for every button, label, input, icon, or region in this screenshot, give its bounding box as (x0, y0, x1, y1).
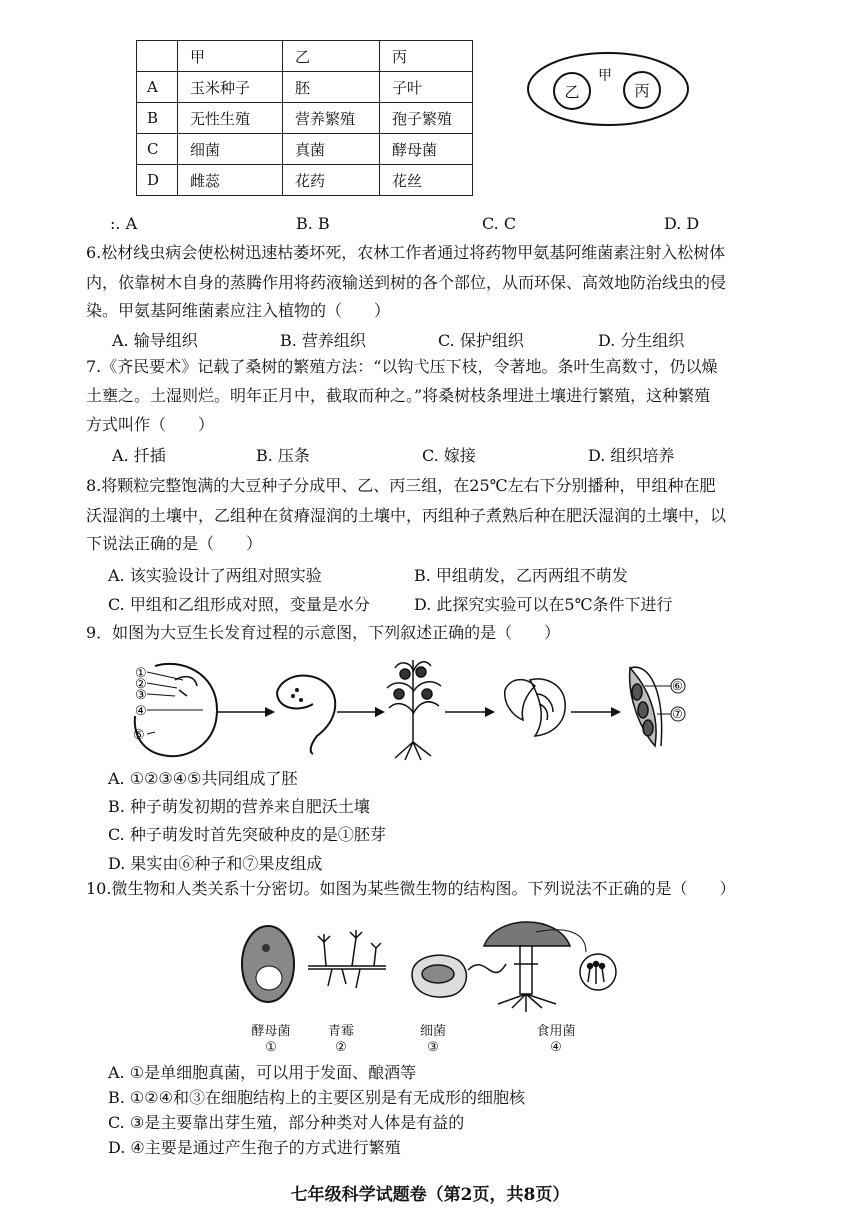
q5-option-c: C. C (482, 214, 517, 233)
venn-outer-ellipse (528, 53, 688, 125)
table-cell: D (137, 165, 178, 196)
table-header-cell: 甲 (178, 41, 283, 72)
pod-label-6: ⑥ (672, 679, 683, 693)
penicillium-diagram (308, 930, 386, 988)
seed-label-5: ⑤ (133, 728, 145, 743)
soybean-development-figure (125, 650, 700, 768)
table-cell: 细菌 (178, 134, 283, 165)
q7-option-d: D. 组织培养 (588, 446, 675, 465)
q8-option-c: C. 甲组和乙组形成对照，变量是水分 (108, 595, 370, 614)
table-header-cell: 乙 (283, 41, 380, 72)
soybean-flower-diagram (505, 679, 565, 736)
q6-option-a: A. 输导组织 (112, 331, 198, 350)
table-cell: C (137, 134, 178, 165)
table-cell: 胚 (283, 72, 380, 103)
q10-option-c: C. ③是主要靠出芽生殖，部分种类对人体是有益的 (108, 1113, 465, 1132)
table-header-cell: 丙 (380, 41, 473, 72)
q9-option-a: A. ①②③④⑤共同组成了胚 (108, 769, 298, 788)
table-cell: 营养繁殖 (283, 103, 380, 134)
arrow-2-head (375, 707, 385, 717)
q6-option-b: B. 营养组织 (280, 331, 366, 350)
q9-option-d: D. 果实由⑥种子和⑦果皮组成 (108, 854, 323, 873)
page-footer: 七年级科学试题卷（第2页，共8页） (290, 1185, 570, 1205)
soybean-plant-diagram (387, 660, 441, 760)
figure-num-2: ② (335, 1040, 347, 1055)
figure-label-yeast: 酵母菌 (251, 1024, 291, 1039)
seed-label-2: ② (135, 677, 147, 692)
q9-option-c: C. 种子萌发时首先突破种皮的是①胚芽 (108, 825, 386, 844)
table-cell: 雌蕊 (178, 165, 283, 196)
figure-num-3: ③ (427, 1040, 439, 1055)
table-cell: 真菌 (283, 134, 380, 165)
venn-outer-label: 甲 (598, 68, 612, 84)
q7-line-1: 7.《齐民要术》记载了桑树的繁殖方法：“以钩弋压下枝，令著地。条叶生高数寸，仍以燥 (86, 357, 718, 376)
answer-table (136, 40, 473, 196)
table-cell: 玉米种子 (178, 72, 283, 103)
table-row (137, 103, 473, 134)
table-row (137, 134, 473, 165)
table-header-row (137, 41, 473, 72)
q5-option-a: :. A (110, 214, 138, 233)
arrow-1-head (265, 707, 275, 717)
table-cell: 子叶 (380, 72, 473, 103)
q8-option-b: B. 甲组萌发，乙丙两组不萌发 (414, 566, 628, 585)
table-cell: 孢子繁殖 (380, 103, 473, 134)
table-header-cell (137, 41, 178, 72)
q7-line-3: 方式叫作（ ） (86, 415, 215, 434)
figure-num-4: ④ (550, 1040, 562, 1055)
germinating-seed-diagram (277, 676, 335, 754)
q6-line-1: 6.松材线虫病会使松树迅速枯萎坏死，农林工作者通过将药物甲氨基阿维菌素注射入松树体 (86, 243, 726, 262)
q8-line-1: 8.将颗粒完整饱满的大豆种子分成甲、乙、丙三组，在25℃左右下分别播种，甲组种在肥 (86, 476, 716, 495)
venn-right-label: 丙 (634, 82, 650, 100)
figure-num-1: ① (265, 1040, 277, 1055)
q6-option-c: C. 保护组织 (438, 331, 524, 350)
q7-line-2: 土壅之。土湿则烂。明年正月中，截取而种之。”将桑树枝条埋进土壤进行繁殖，这种繁殖 (86, 386, 711, 405)
q8-line-3: 下说法正确的是（ ） (86, 534, 263, 553)
figure-label-mushroom: 食用菌 (536, 1024, 576, 1039)
q10-option-a: A. ①是单细胞真菌，可以用于发面、酿酒等 (108, 1063, 417, 1082)
yeast-diagram (242, 926, 294, 1002)
seed-label-1: ① (135, 666, 147, 681)
table-cell: A (137, 72, 178, 103)
table-cell: 酵母菌 (380, 134, 473, 165)
bacterium-diagram (412, 955, 506, 997)
q5-option-b: B. B (296, 214, 330, 233)
figure-label-bacterium: 细菌 (419, 1024, 446, 1039)
q7-option-b: B. 压条 (256, 446, 310, 465)
q9-stem: 9．如图为大豆生长发育过程的示意图，下列叙述正确的是（ ） (86, 623, 561, 642)
table-cell: 花丝 (380, 165, 473, 196)
microorganisms-figure (236, 912, 626, 1022)
q6-line-3: 染。甲氨基阿维菌素应注入植物的（ ） (86, 301, 391, 320)
q8-option-d: D. 此探究实验可以在5℃条件下进行 (414, 595, 673, 614)
table-cell: 无性生殖 (178, 103, 283, 134)
q8-line-2: 沃湿润的土壤中，乙组种在贫瘠湿润的土壤中，丙组种子煮熟后种在肥沃湿润的土壤中，以 (86, 506, 727, 525)
q8-option-a: A. 该实验设计了两组对照实验 (108, 566, 322, 585)
q6-option-d: D. 分生组织 (598, 331, 685, 350)
seed-diagram (135, 664, 217, 756)
venn-diagram (524, 50, 694, 130)
q7-option-c: C. 嫁接 (422, 446, 476, 465)
arrow-4-head (611, 707, 621, 717)
q10-option-d: D. ④主要是通过产生孢子的方式进行繁殖 (108, 1138, 401, 1157)
table-cell: B (137, 103, 178, 134)
pod-label-7: ⑦ (672, 707, 683, 721)
figure-label-penicillium: 青霉 (327, 1024, 354, 1039)
q7-option-a: A. 扦插 (112, 446, 166, 465)
seed-label-4: ④ (135, 704, 147, 719)
q5-option-d: D. D (664, 214, 700, 233)
table-cell: 花药 (283, 165, 380, 196)
seed-label-3: ③ (135, 688, 147, 703)
q6-line-2: 内，依靠树木自身的蒸腾作用将药液输送到树的各个部位，从而环保、高效地防治线虫的侵 (86, 273, 727, 292)
arrow-3-head (485, 707, 495, 717)
q10-stem: 10.微生物和人类关系十分密切。如图为某些微生物的结构图。下列说法不正确的是（ ） (86, 879, 736, 898)
q9-option-b: B. 种子萌发初期的营养来自肥沃土壤 (108, 797, 370, 816)
table-row (137, 165, 473, 196)
table-row (137, 72, 473, 103)
venn-left-label: 乙 (564, 83, 580, 101)
q10-option-b: B. ①②④和③在细胞结构上的主要区别是有无成形的细胞核 (108, 1088, 525, 1107)
